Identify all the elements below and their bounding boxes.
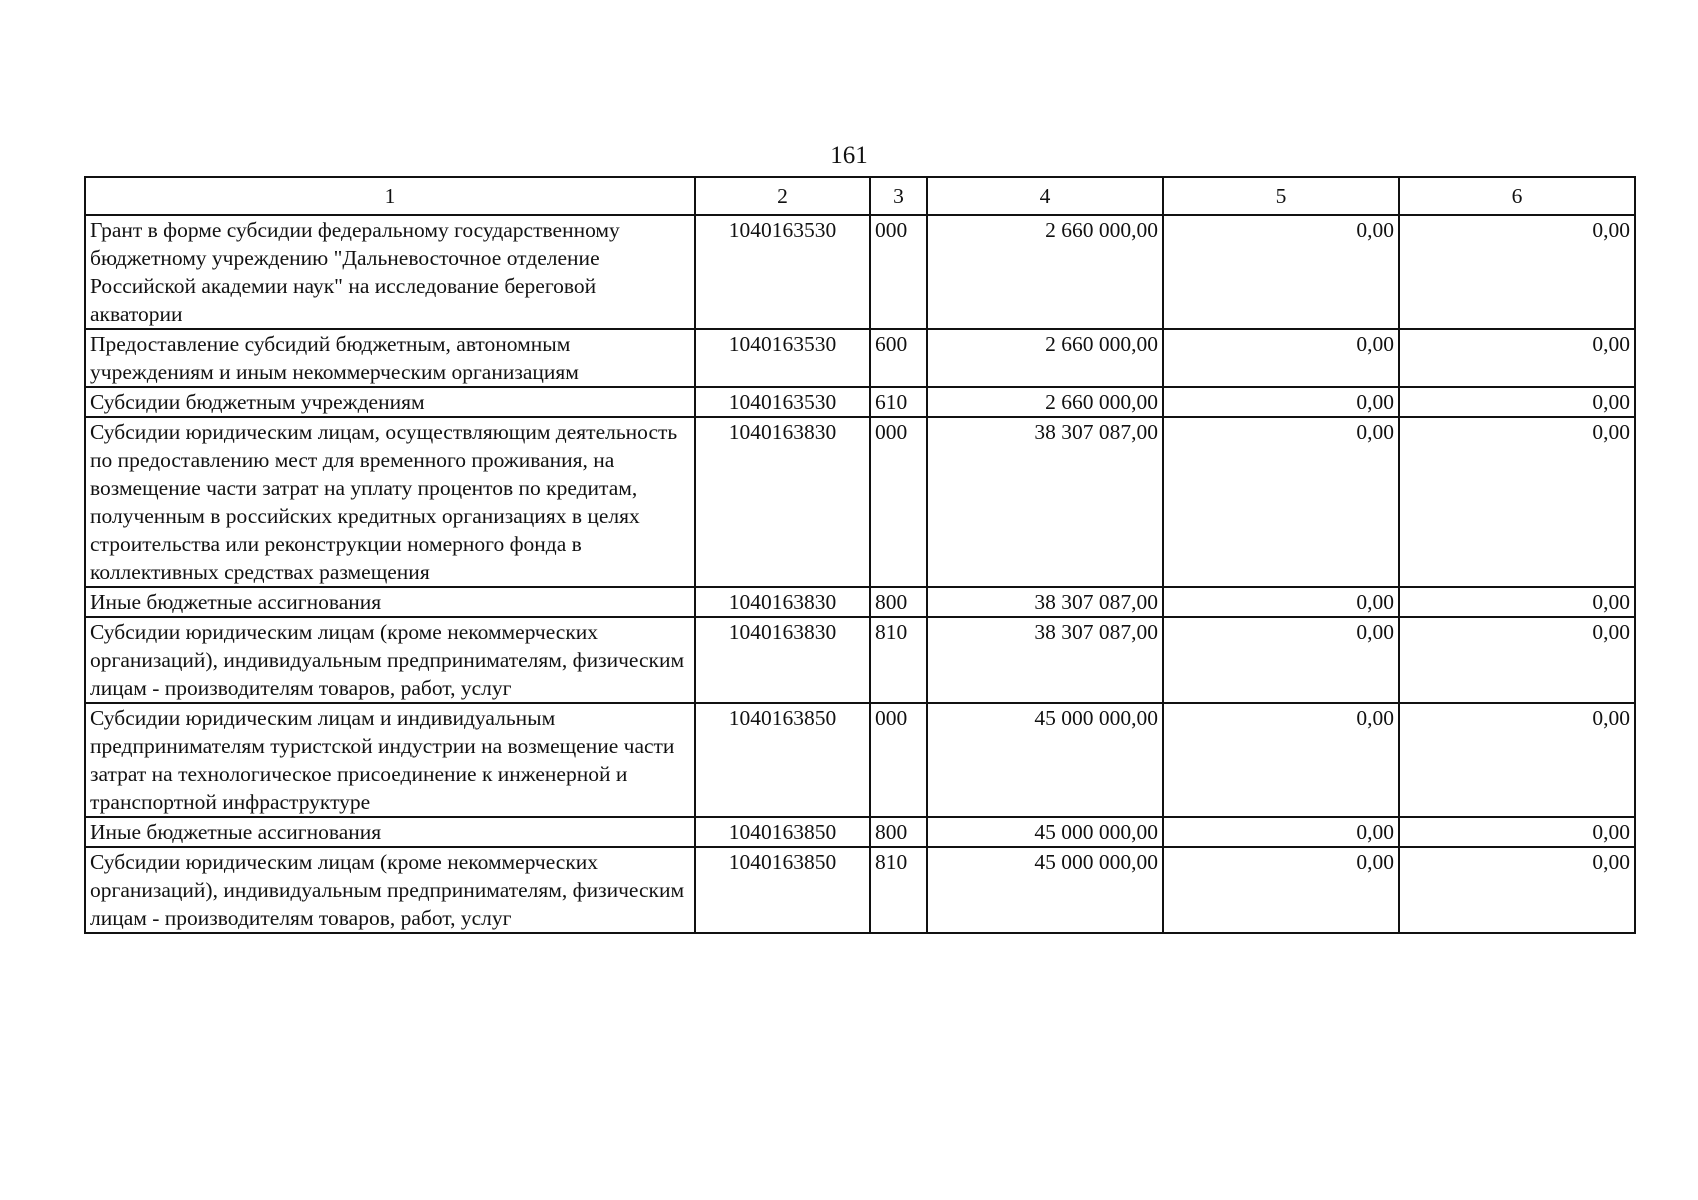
row-name-cell: Субсидии юридическим лицам, осуществляющим деятельность по предоставлению мест для временного проживания, на возмещение части затрат на уплату процентов по кредитам, полученным в российских кредитных организациях в целях строительства или реконструкции номерного фонда в коллективных средствах размещения: [85, 417, 695, 587]
target-article-code-cell: 1040163530: [695, 329, 870, 387]
table-row: [85, 587, 1635, 617]
expense-type-code-cell: 610: [870, 387, 927, 417]
row-name-cell: Субсидии юридическим лицам (кроме некоммерческих организаций), индивидуальным предпринимателям, физическим лицам - производителям товаров, работ, услуг: [85, 847, 695, 933]
target-article-code-cell: 1040163850: [695, 703, 870, 817]
amount-col4-cell: 38 307 087,00: [927, 617, 1163, 703]
column-header: 2: [695, 177, 870, 215]
amount-col4-cell: 2 660 000,00: [927, 215, 1163, 329]
column-header: 1: [85, 177, 695, 215]
amount-col5-cell: 0,00: [1163, 847, 1399, 933]
row-name-cell: Предоставление субсидий бюджетным, автономным учреждениям и иным некоммерческим организациям: [85, 329, 695, 387]
table-row: [85, 329, 1635, 387]
amount-col5-cell: 0,00: [1163, 703, 1399, 817]
column-header: 4: [927, 177, 1163, 215]
row-name-cell: Иные бюджетные ассигнования: [85, 587, 695, 617]
amount-col6-cell: 0,00: [1399, 847, 1635, 933]
row-name-cell: Субсидии бюджетным учреждениям: [85, 387, 695, 417]
table-row: [85, 215, 1635, 329]
amount-col5-cell: 0,00: [1163, 329, 1399, 387]
target-article-code-cell: 1040163530: [695, 215, 870, 329]
amount-col6-cell: 0,00: [1399, 587, 1635, 617]
expense-type-code-cell: 000: [870, 417, 927, 587]
amount-col4-cell: 45 000 000,00: [927, 703, 1163, 817]
target-article-code-cell: 1040163530: [695, 387, 870, 417]
expense-type-code-cell: 800: [870, 817, 927, 847]
amount-col4-cell: 45 000 000,00: [927, 847, 1163, 933]
amount-col4-cell: 38 307 087,00: [927, 417, 1163, 587]
target-article-code-cell: 1040163850: [695, 847, 870, 933]
page-number: 161: [830, 142, 868, 169]
amount-col5-cell: 0,00: [1163, 587, 1399, 617]
expense-type-code-cell: 810: [870, 617, 927, 703]
amount-col5-cell: 0,00: [1163, 417, 1399, 587]
target-article-code-cell: 1040163830: [695, 617, 870, 703]
amount-col6-cell: 0,00: [1399, 703, 1635, 817]
target-article-code-cell: 1040163830: [695, 587, 870, 617]
row-name-cell: Иные бюджетные ассигнования: [85, 817, 695, 847]
column-header: 6: [1399, 177, 1635, 215]
row-name-cell: Субсидии юридическим лицам (кроме некоммерческих организаций), индивидуальным предпринимателям, физическим лицам - производителям товаров, работ, услуг: [85, 617, 695, 703]
expense-type-code-cell: 810: [870, 847, 927, 933]
amount-col5-cell: 0,00: [1163, 817, 1399, 847]
table-row: [85, 417, 1635, 587]
amount-col6-cell: 0,00: [1399, 215, 1635, 329]
expense-type-code-cell: 600: [870, 329, 927, 387]
row-name-cell: Субсидии юридическим лицам и индивидуальным предпринимателям туристской индустрии на возмещение части затрат на технологическое присоединение к инженерной и транспортной инфраструктуре: [85, 703, 695, 817]
amount-col4-cell: 2 660 000,00: [927, 329, 1163, 387]
expense-type-code-cell: 800: [870, 587, 927, 617]
amount-col5-cell: 0,00: [1163, 617, 1399, 703]
table-row: [85, 703, 1635, 817]
table-row: [85, 817, 1635, 847]
target-article-code-cell: 1040163850: [695, 817, 870, 847]
expense-type-code-cell: 000: [870, 703, 927, 817]
table-header-row: [85, 177, 1635, 215]
amount-col4-cell: 2 660 000,00: [927, 387, 1163, 417]
amount-col5-cell: 0,00: [1163, 215, 1399, 329]
table-row: [85, 617, 1635, 703]
amount-col6-cell: 0,00: [1399, 417, 1635, 587]
target-article-code-cell: 1040163830: [695, 417, 870, 587]
column-header: 3: [870, 177, 927, 215]
amount-col6-cell: 0,00: [1399, 329, 1635, 387]
table-row: [85, 847, 1635, 933]
amount-col4-cell: 45 000 000,00: [927, 817, 1163, 847]
budget-table: [84, 176, 1636, 934]
amount-col6-cell: 0,00: [1399, 387, 1635, 417]
amount-col4-cell: 38 307 087,00: [927, 587, 1163, 617]
row-name-cell: Грант в форме субсидии федеральному государственному бюджетному учреждению "Дальневосточное отделение Российской академии наук" на исследование береговой акватории: [85, 215, 695, 329]
amount-col6-cell: 0,00: [1399, 617, 1635, 703]
amount-col5-cell: 0,00: [1163, 387, 1399, 417]
table-row: [85, 387, 1635, 417]
amount-col6-cell: 0,00: [1399, 817, 1635, 847]
column-header: 5: [1163, 177, 1399, 215]
expense-type-code-cell: 000: [870, 215, 927, 329]
